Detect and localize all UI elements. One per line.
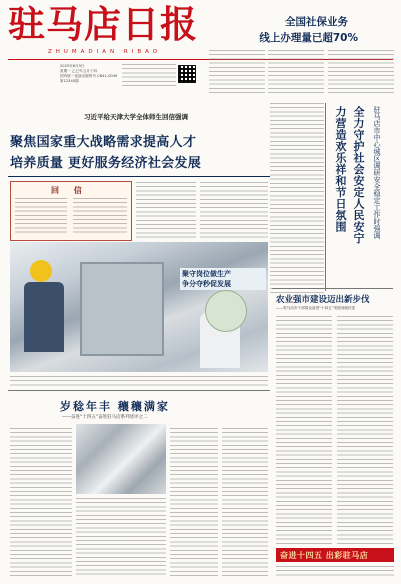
decorative-emblem	[205, 290, 247, 332]
right-headline-col2: 力营造欢乐祥和节日氛围	[334, 106, 347, 233]
footer-slogan: 奋进十四五 出彩驻马店	[280, 550, 369, 560]
section-rule	[8, 390, 270, 391]
right-headline-col1: 全力守护社会安定人民安宁	[352, 106, 365, 244]
cn-text: 国内统一连续出版物号 CN41-0049	[60, 74, 118, 78]
letter-box-label: 回 信	[51, 185, 88, 195]
letter-text	[73, 198, 127, 236]
article-column	[200, 182, 268, 238]
footer-banner	[276, 548, 394, 562]
masthead-title: 驻马店日报	[8, 2, 198, 46]
worker-shape	[24, 282, 64, 352]
agri-title: 农业强市建设迈出新步伐	[276, 295, 370, 305]
xi-title-line1: 聚焦国家重大战略需求提高人才	[10, 135, 197, 150]
article-column	[276, 316, 332, 546]
issue-text: 第12345期	[60, 79, 79, 83]
date-text: 2025年6月9日	[60, 64, 85, 68]
xi-kicker: 习近平给天津大学全体师生回信强调	[84, 113, 188, 121]
harvest-subtitle: ——奋进“十四五”奋进驻马店系列述评之二	[62, 415, 148, 420]
article-column	[328, 50, 394, 94]
agri-subtitle: ——驻马店市干部群众奋进“十四五”发展成就综述	[276, 306, 356, 310]
article-column	[76, 498, 166, 578]
top-news-line2: 线上办理量已超70%	[259, 32, 358, 44]
qr-code-icon	[178, 65, 196, 83]
xi-title-line2: 培养质量 更好服务经济社会发展	[10, 156, 202, 171]
date-info	[60, 64, 122, 84]
masthead-subtitle: ZHUMADIAN RIBAO	[48, 49, 162, 55]
photo-credit-text	[10, 376, 268, 386]
photo-caption-line2: 争分夺秒促发展	[182, 279, 231, 288]
footer-text	[276, 566, 394, 578]
weekday-text: 星期一 乙巳年五月十四	[60, 69, 98, 73]
hardhat-shape	[30, 260, 52, 282]
column-divider	[325, 103, 326, 291]
xi-rule	[8, 176, 270, 177]
article-column	[270, 103, 324, 293]
letter-text	[15, 198, 67, 236]
article-column	[337, 316, 393, 546]
harvest-photo	[76, 424, 166, 494]
section-rule	[272, 288, 393, 289]
article-column	[136, 182, 196, 238]
right-deck: 驻马店市中心城区调研安全稳定工作时强调	[373, 106, 381, 239]
letter-box	[10, 181, 132, 241]
article-column	[222, 428, 268, 578]
article-column	[268, 50, 324, 94]
photo-caption-line1: 聚守岗位做生产	[182, 269, 231, 278]
photo-caption	[180, 268, 266, 290]
article-column	[10, 428, 72, 578]
article-column	[209, 50, 265, 94]
top-news-line1: 全国社保业务	[285, 16, 348, 28]
harvest-title: 岁稔年丰 穰穰满家	[60, 400, 170, 413]
machine-shape	[80, 262, 164, 356]
meta-text-block	[122, 64, 176, 86]
article-column	[170, 428, 218, 578]
